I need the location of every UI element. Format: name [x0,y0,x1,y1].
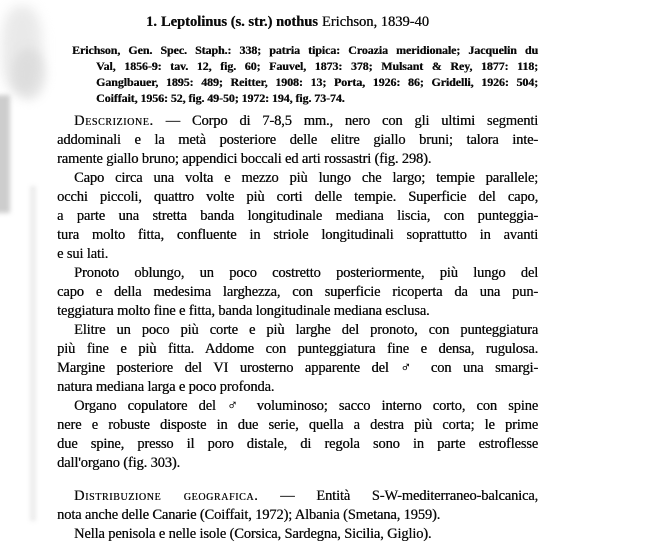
text-segment: Ganglbauer, 1895: 489; Reitter, 1908: 13; Porta, 1926: 86; Gridelli, 1926: 504; [96,75,538,89]
text-segment: tura molto fitta, confluente in striole longitudinali soprattutto in avanti [57,227,538,243]
text-line [57,207,538,226]
text-line [57,454,538,473]
species-number: 1. [146,14,157,30]
text-line [57,416,538,435]
text-segment: — Corpo di 7-8,5 mm., nero con gli ultimi segmenti [153,113,538,129]
text-line [57,487,538,506]
paragraph-penisola [57,525,538,544]
text-segment: occhi piccoli, quattro volte più corti delle tempie. Superficie del capo, [57,189,538,205]
text-line [72,74,538,90]
text-segment: capo e della medesima larghezza, con superficie ricoperta da una pun- [57,284,538,300]
scan-artifact-left-strip [0,95,10,213]
text-segment: Descrizione. [74,113,154,129]
text-segment: — Entità S-W-mediterraneo-balcanica, [258,488,538,504]
text-line [57,131,538,150]
text-line [57,397,538,416]
page-content [57,0,538,544]
text-line [57,378,538,397]
text-line [57,112,538,131]
text-line [57,321,538,340]
text-line [57,188,538,207]
text-line [57,226,538,245]
text-segment: nota anche delle Canarie (Coiffait, 1972); Albania (Smetana, 1959). [57,507,441,523]
paragraph-distribuzione [57,487,538,525]
text-line [57,264,538,283]
text-segment: a parte una stretta banda longitudinale mediana liscia, con punteggia- [57,208,538,224]
text-line [57,169,538,188]
text-line [57,283,538,302]
paragraph-capo [57,169,538,264]
paragraph-descrizione [57,112,538,169]
paragraph-elitre [57,321,538,397]
text-segment: Val, 1856-9: tav. 12, fig. 60; Fauvel, 1873: 378; Mulsant & Rey, 1877: 118; [96,59,538,73]
text-segment: dall'organo (fig. 303). [57,455,180,471]
synonymy-references [72,42,538,106]
text-segment: Coiffait, 1956: 52, fig. 49-50; 1972: 194, fig. 73-74. [96,91,345,105]
text-line [72,90,538,106]
scan-artifact-streak [30,186,36,521]
scan-artifact-blotch [2,6,42,94]
text-segment: Distribuzione geografica. [74,488,259,504]
text-segment: Organo copulatore del ♂ voluminoso; sacco interno corto, con spine [74,398,538,414]
text-line [57,435,538,454]
text-line [57,359,538,378]
text-segment: Capo circa una volta e mezzo più lungo che largo; tempie parallele; [74,170,538,186]
text-line [57,245,538,264]
scan-artifact-blotch [12,48,46,100]
paragraph-pronoto [57,264,538,321]
text-segment: natura mediana larga e poco profonda. [57,379,275,395]
text-segment: teggiatura molto fine e fitta, banda longitudinale mediana esclusa. [57,303,430,319]
species-heading [57,13,518,32]
text-segment: ramente giallo bruno; appendici boccali ed arti rossastri (fig. 298). [57,151,432,167]
body-text [57,112,538,544]
species-name: Leptolinus (s. str.) nothus [160,14,318,30]
species-author: Erichson, 1839-40 [321,14,429,30]
text-line [57,525,538,544]
text-line [72,42,538,58]
text-line [72,58,538,74]
text-line [57,150,538,169]
text-segment: Nella penisola e nelle isole (Corsica, Sardegna, Sicilia, Giglio). [74,526,432,542]
text-line [57,340,538,359]
paragraph-organo [57,397,538,473]
text-segment: nere e robuste disposte in due serie, quella a destra più corta; le prime [57,417,538,433]
text-line [57,506,538,525]
text-segment: più fine e più fitta. Addome con punteggiatura fine e densa, rugulosa. [57,341,538,357]
text-segment: Erichson, Gen. Spec. Staph.: 338; patria tipica: Croazia meridionale; Jacquelin du [72,43,538,57]
text-segment: Elitre un poco più corte e più larghe del pronoto, con punteggiatura [74,322,538,338]
text-segment: e sui lati. [57,246,109,262]
text-segment: due spine, presso il poro distale, di regola sono in parte estroflesse [57,436,538,452]
text-line [57,302,538,321]
text-segment: Pronoto oblungo, un poco costretto posteriormente, più lungo del [74,265,538,281]
text-segment: addominali e la metà posteriore delle elitre giallo bruni; talora inte- [57,132,538,148]
text-segment: Margine posteriore del VI urosterno apparente del ♂ con una smargi- [57,360,538,376]
